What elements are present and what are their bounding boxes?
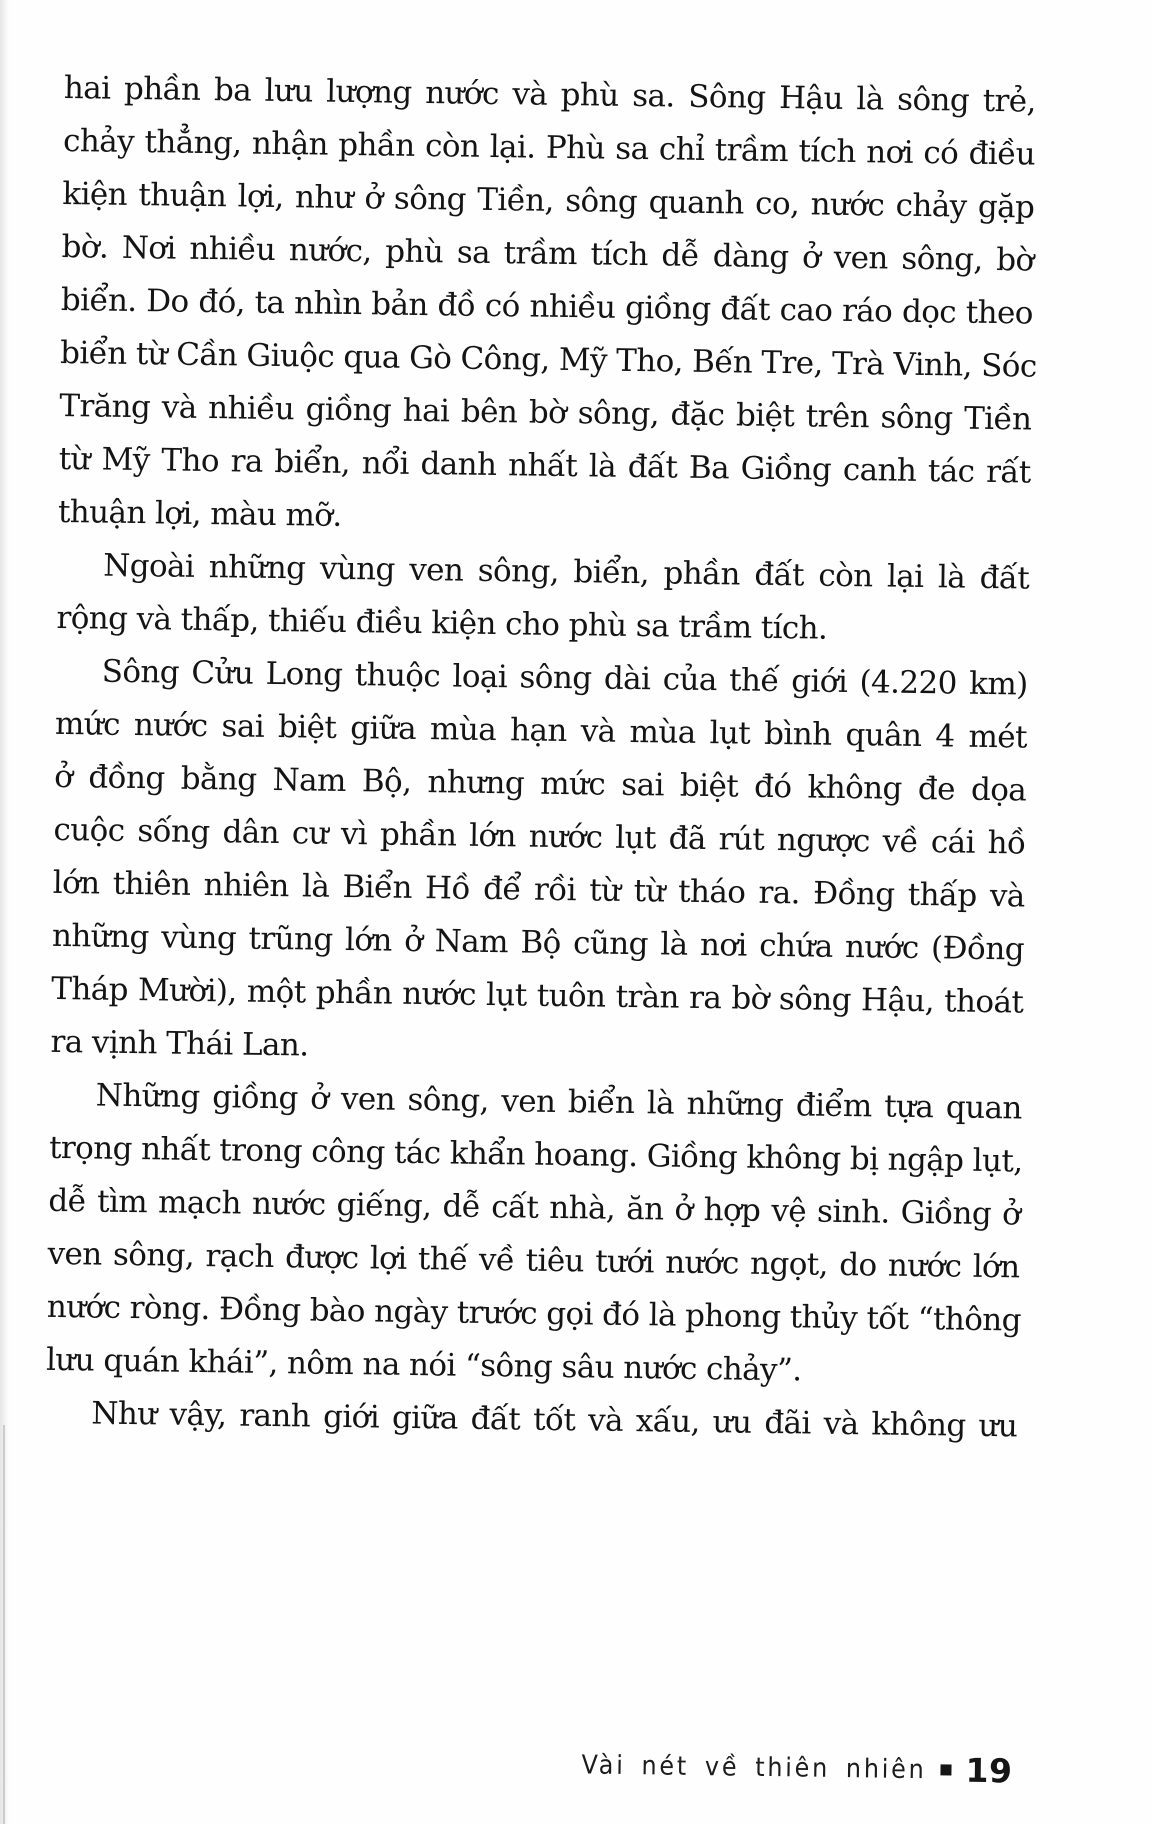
- page-footer: [40, 1738, 1012, 1791]
- text-line: ở đồng bằng Nam Bộ, nhưng mức sai biệt đó không đe dọa: [54, 758, 1027, 809]
- text-line: hai phần ba lưu lượng nước và phù sa. Sông Hậu là sông trẻ,: [63, 70, 1037, 120]
- text-line: chảy thẳng, nhận phần còn lại. Phù sa chỉ trầm tích nơi có điều: [62, 122, 1036, 173]
- text-line: cuộc sống dân cư vì phần lớn nước lụt đã rút ngược về cái hồ: [53, 811, 1026, 862]
- text-line: Như vậy, ranh giới giữa đất tốt và xấu, ưu đãi và không ưu: [91, 1395, 1018, 1445]
- running-title: Vài nét về thiên nhiên: [581, 1749, 927, 1785]
- square-bullet-icon: [940, 1764, 951, 1775]
- text-line: Tháp Mười), một phần nước lụt tuôn tràn ra bờ sông Hậu, thoát: [51, 970, 1024, 1021]
- page-number: 19: [965, 1750, 1013, 1791]
- text-line: mức nước sai biệt giữa mùa hạn và mùa lụt bình quân 4 mét: [54, 705, 1028, 756]
- paragraph: [56, 539, 1029, 659]
- text-line: nước ròng. Đồng bào ngày trước gọi đó là phong thủy tốt “thông: [46, 1288, 1022, 1339]
- text-line: kiện thuận lợi, như ở sông Tiền, sông quanh co, nước chảy gặp: [62, 175, 1035, 226]
- text-line: trọng nhất trong công tác khẩn hoang. Giồng không bị ngập lụt,: [48, 1129, 1023, 1180]
- paragraph: [58, 62, 1037, 553]
- text-line: những vùng trũng lớn ở Nam Bộ cũng là nơi chứa nước (Đồng: [51, 917, 1025, 968]
- paragraph: [46, 1069, 1022, 1401]
- text-line: Trăng và nhiều giồng hai bên bờ sông, đặc biệt trên sông Tiền: [59, 387, 1032, 438]
- text-line: biển từ Cần Giuộc qua Gò Công, Mỹ Tho, Bến Tre, Trà Vinh, Sóc: [59, 334, 1037, 385]
- text-line: Ngoài những vùng ven sông, biển, phần đất còn lại là đất: [102, 547, 1030, 597]
- text-line: lưu quán khái”, nôm na nói “sông sâu nước chảy”.: [45, 1341, 802, 1389]
- text-line: ra vịnh Thái Lan.: [50, 1023, 309, 1064]
- text-line: bờ. Nơi nhiều nước, phù sa trầm tích dễ dàng ở ven sông, bờ: [61, 228, 1034, 279]
- text-line: biển. Do đó, ta nhìn bản đồ có nhiều giồng đất cao ráo dọc theo: [60, 281, 1034, 332]
- text-line: Sông Cửu Long thuộc loại sông dài của thế giới (4.220 km): [101, 653, 1028, 703]
- text-line: từ Mỹ Tho ra biển, nổi danh nhất là đất Ba Giồng canh tác rất: [58, 440, 1031, 491]
- page-text: [45, 62, 1036, 1453]
- text-line: ven sông, rạch được lợi thế về tiêu tưới nước ngọt, do nước lớn: [47, 1235, 1020, 1286]
- text-line: rộng và thấp, thiếu điều kiện cho phù sa trầm tích.: [56, 599, 828, 647]
- text-line: dễ tìm mạch nước giếng, dễ cất nhà, ăn ở hợp vệ sinh. Giồng ở: [48, 1182, 1021, 1233]
- paragraph: [50, 645, 1028, 1083]
- text-line: Những giồng ở ven sông, ven biển là những điểm tựa quan: [95, 1077, 1022, 1127]
- text-line: lớn thiên nhiên là Biển Hồ để rồi từ từ tháo ra. Đồng thấp và: [52, 864, 1025, 915]
- text-line: thuận lợi, màu mỡ.: [57, 493, 342, 534]
